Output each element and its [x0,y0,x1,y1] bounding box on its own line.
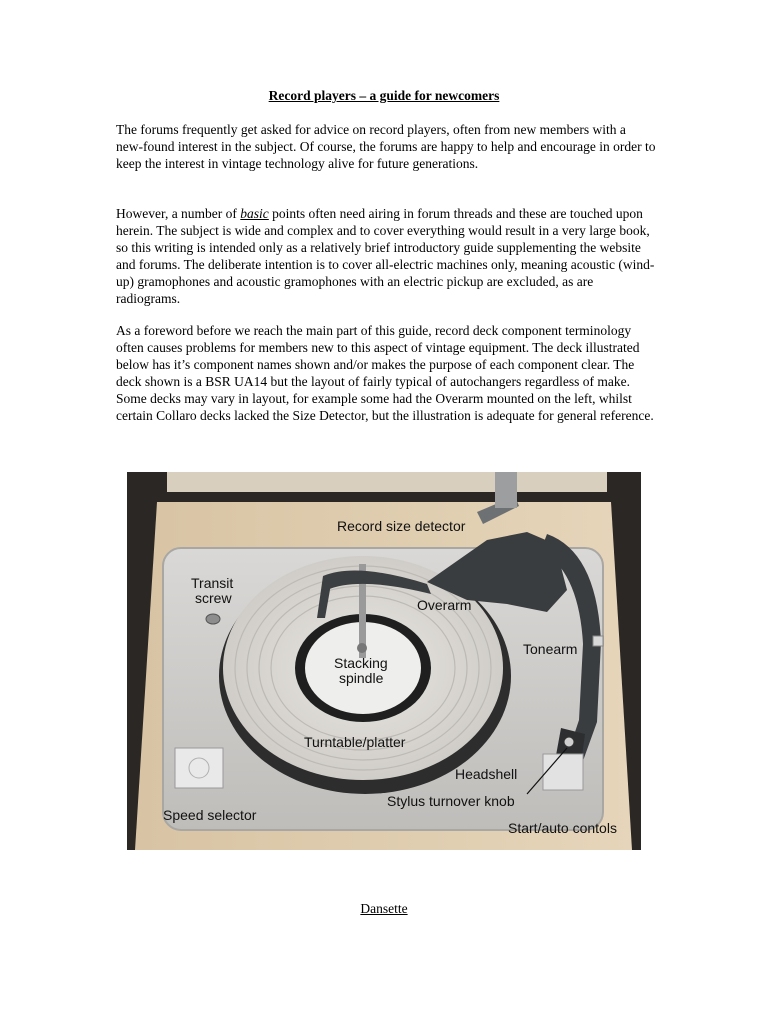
emphasis-basic: basic [240,206,269,221]
paragraph-intro: The forums frequently get asked for advice on record players, often from new members with a new-found interest in the subject. Of course, the forums are happy to help and encourage in order to keep the interest in vintage technology alive for future generations. [116,122,656,171]
lid-edge [167,472,607,492]
label-transit-screw-line2: screw [195,590,232,606]
record-deck-photo [127,472,641,850]
label-record-size-detector: Record size detector [337,518,466,534]
label-overarm: Overarm [417,597,472,613]
label-turntable-platter: Turntable/platter [304,734,406,750]
label-stacking-spindle-line2: spindle [339,670,384,686]
label-speed-selector: Speed selector [163,807,257,823]
transit-screw [206,614,220,624]
paragraph-scope-end: points often need airing in forum threads and these are touched upon herein. The subject is wide and complex and to cover everything would result in a very large book, so this writing is intended only as a relatively brief introductory guide supplementing the website and forums. The deliberate intention is to cover all-electric machines only, meaning acoustic (wind-up) gramophones and acoustic gramophones with an electric pickup are excluded, as are radiograms. [116,206,655,306]
paragraph-scope [116,205,656,307]
paragraph-foreword: As a foreword before we reach the main part of this guide, record deck component terminology often causes problems for members new to this aspect of vintage equipment. The deck illustrated below has it’s component names shown and/or makes the purpose of each component clear. The deck shown is a BSR UA14 but the layout of fairly typical of autochangers regardless of make. Some decks may vary in layout, for example some had the Overarm mounted on the left, whilst certain Collaro decks lacked the Size Detector, but the illustration is adequate for general reference. [116,323,654,423]
speed-selector [175,748,223,788]
paragraph-scope-start: However, a number of [116,206,241,221]
document-title: Record players – a guide for newcomers [268,88,500,103]
label-stylus-turnover-knob: Stylus turnover knob [387,793,515,809]
record-deck-illustration [127,472,641,850]
stylus-turnover-knob [564,737,574,747]
photo-caption: Dansette [360,901,408,916]
label-stacking-spindle-line1: Stacking [334,655,388,671]
label-tonearm: Tonearm [523,641,578,657]
label-transit-screw-line1: Transit [191,575,234,591]
start-auto-control [543,754,583,790]
label-start-auto-controls: Start/auto contols [508,820,617,836]
label-headshell: Headshell [455,766,518,782]
